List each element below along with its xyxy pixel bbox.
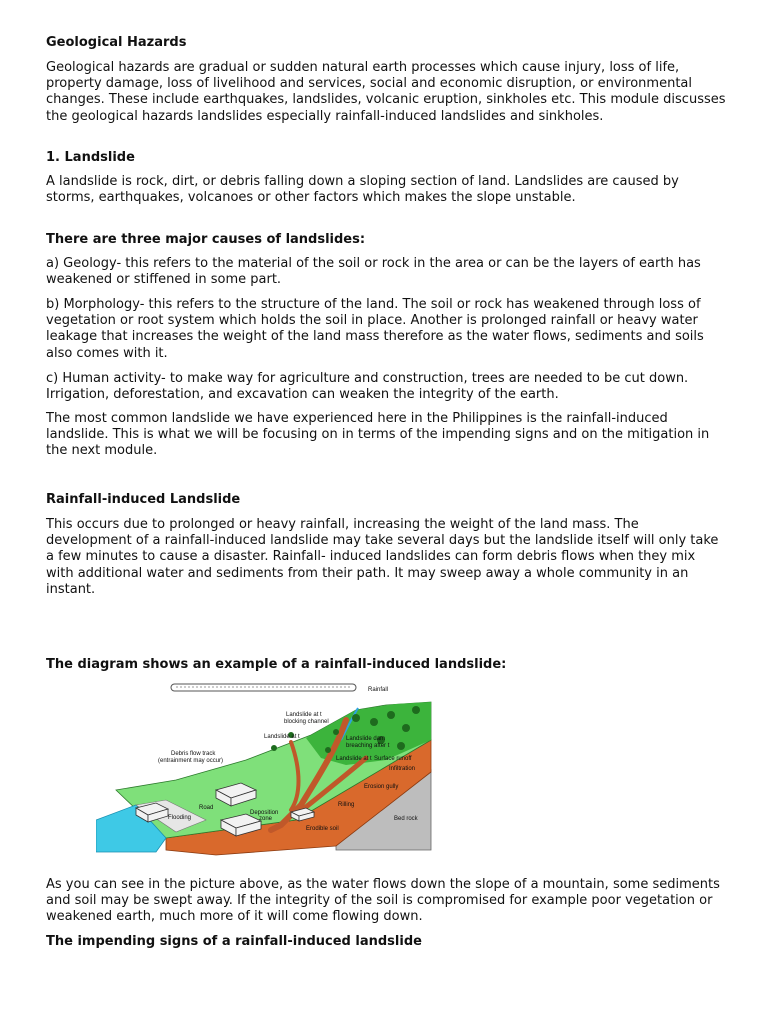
cause-morphology: b) Morphology- this refers to the structure of the land. The soil or rock has weakened through loss of vegetation or root system which holds the soil in place. Another is prolonged rainfall or heavy water leakage that increases the weight of the land mass therefore as the water flows, sediments and soils also comes with it. — [46, 297, 704, 361]
document-title: Geological Hazards — [46, 35, 187, 50]
cause-geology: a) Geology- this refers to the material of the soil or rock in the area or can be the layers of earth has weakened or stiffened in some part. — [46, 256, 701, 288]
landslide-definition: A landslide is rock, dirt, or debris falling down a sloping section of land. Landslides are caused by storms, earthquakes, volcanoes or other factors which makes the slope unstable. — [46, 174, 679, 206]
label-erosion-gully: Erosion gully — [364, 784, 399, 790]
philippines-paragraph: The most common landslide we have experienced here in the Philippines is the rainfall-induced landslide. This is what we will be focusing on in terms of the impending signs and on the mitigation in the next module. — [46, 411, 710, 459]
landslide-diagram — [96, 680, 436, 860]
signs-heading: The impending signs of a rainfall-induced landslide — [46, 934, 422, 949]
label-rilling: Rilling — [338, 802, 355, 808]
rainfall-paragraph: This occurs due to prolonged or heavy rainfall, increasing the weight of the land mass. The development of a rainfall-induced landslide may take several days but the landslide itself will only take a few minutes to cause a disaster. Rainfall- induced landslides can form debris flows when they mix with additional water and sediments from their path. It may sweep away a whole community in an instant. — [46, 517, 719, 597]
label-bed-rock: Bed rock — [394, 816, 418, 822]
label-infiltration: Infiltration — [389, 766, 416, 772]
intro-paragraph: Geological hazards are gradual or sudden natural earth processes which cause injury, loss of life, property damage, loss of livelihood and services, social and economic disruption, or environmental changes. These include earthquakes, landslides, volcanic eruption, sinkholes etc. This module discusses the geological hazards landslides especially rainfall-induced landslides and sinkholes. — [46, 60, 726, 124]
cause-human-activity: c) Human activity- to make way for agriculture and construction, trees are needed to be cut down. Irrigation, deforestation, and excavation can weaken the integrity of the earth. — [46, 371, 689, 403]
rainfall-heading: Rainfall-induced Landslide — [46, 492, 241, 507]
label-entrainment: (entrainment may occur) — [158, 758, 224, 764]
causes-heading: There are three major causes of landslides: — [46, 232, 366, 247]
label-zone: zone — [259, 816, 273, 822]
label-flooding: Flooding — [168, 815, 192, 821]
label-rainfall: Rainfall — [368, 687, 389, 693]
label-erodible-soil: Erodible soil — [306, 826, 339, 832]
after-diagram-paragraph: As you can see in the picture above, as the water flows down the slope of a mountain, some sediments and soil may be swept away. If the integrity of the soil is compromised for example poor vegetation or weakened earth, much more of it will come flowing down. — [46, 877, 720, 925]
label-surface-runoff: Surface runoff — [374, 756, 412, 762]
label-landslide-t2: Landslide at t — [336, 756, 372, 762]
label-dam-breaching: breaching after t — [346, 743, 390, 749]
section-heading-landslide: 1. Landslide — [46, 150, 135, 165]
label-road: Road — [199, 805, 214, 811]
label-debris-flow: Debris flow track — [171, 751, 216, 757]
label-blocking-channel: blocking channel — [284, 719, 329, 725]
label-dam: Landslide dam — [346, 736, 386, 742]
label-deposition: Deposition — [250, 810, 279, 816]
diagram-heading: The diagram shows an example of a rainfall-induced landslide: — [46, 657, 507, 672]
label-landslide-t0: Landslide at t — [264, 734, 300, 740]
label-blocking: Landslide at t — [286, 712, 322, 718]
